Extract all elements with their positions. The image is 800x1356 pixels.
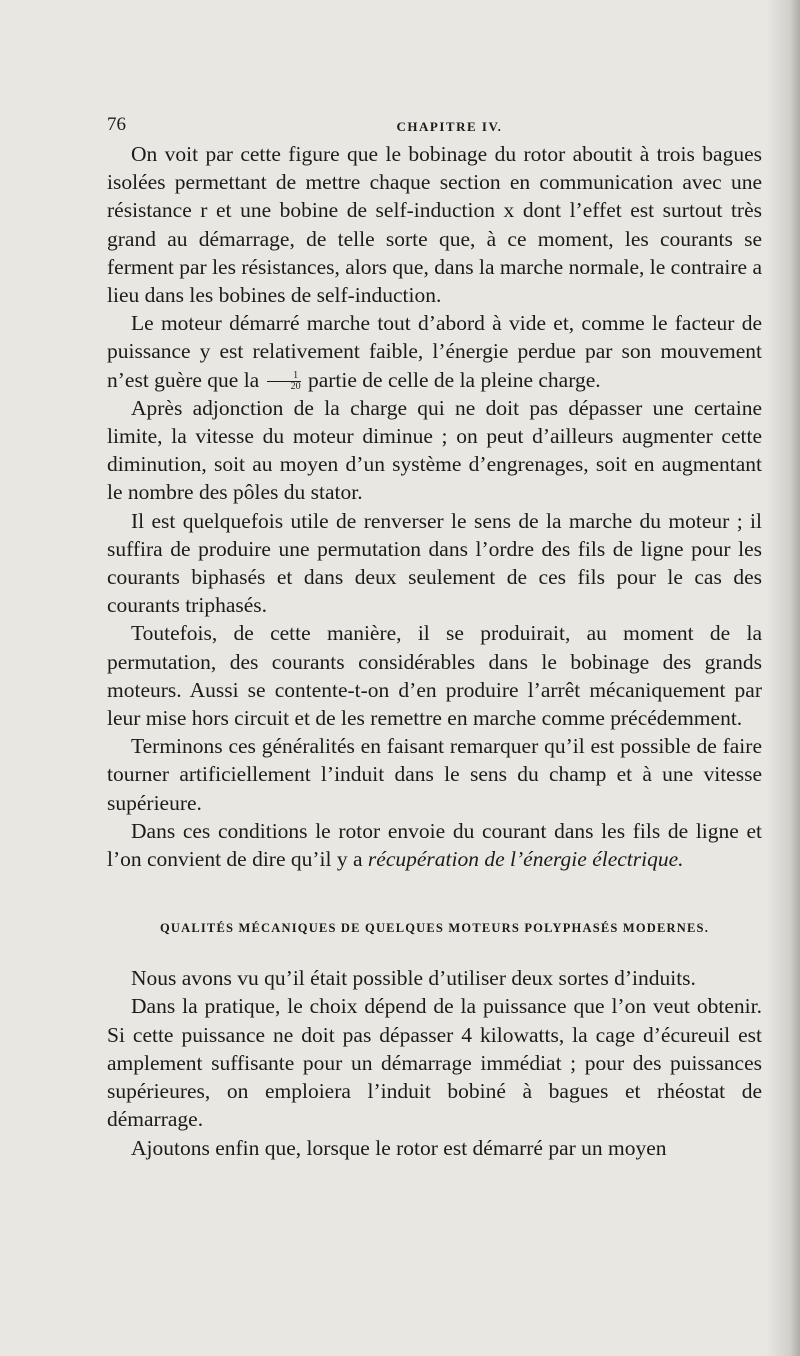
paragraph-permutation: [107, 619, 762, 732]
chapter-title: CHAPITRE IV.: [396, 119, 503, 134]
fraction-numerator: 1: [267, 371, 301, 382]
paragraph-rotor-rings: [107, 140, 762, 309]
fraction-denominator: 20: [290, 381, 301, 393]
running-head: [107, 110, 762, 140]
paragraph-induits: [107, 964, 762, 992]
paragraph-text: Dans la pratique, le choix dépend de la puissance que l’on veut obtenir. Si cette puissance ne doit pas dépasser 4 kilowatts, la cage d’écureuil est amplement suffisante pour un démarrage immédiat ; pour des puissances supérieures, on emploiera l’induit bobiné à bagues et rhéostat de démarrage.: [107, 994, 762, 1132]
paragraph-text: Le moteur démarré marche tout d’abord à vide et, comme le facteur de puissance y est relativement faible, l’énergie perdue par son mouvement n’est guère que la: [107, 311, 762, 392]
paragraph-load: [107, 394, 762, 507]
page-edge-shadow: [766, 0, 800, 1356]
paragraph-reverse: [107, 507, 762, 620]
paragraph-text: Ajoutons enfin que, lorsque le rotor est démarré par un moyen: [131, 1135, 667, 1160]
paragraph-text: Nous avons vu qu’il était possible d’utiliser deux sortes d’induits.: [131, 966, 696, 991]
book-page: [107, 110, 762, 1162]
paragraph-text: Après adjonction de la charge qui ne doit pas dépasser une certaine limite, la vitesse du moteur diminue ; on peut d’ailleurs augmenter cette diminution, soit au moyen d’un système d’engrenages, soit en augmentant le nombre des pôles du stator.: [107, 395, 762, 505]
section-heading: QUALITÉS MÉCANIQUES DE QUELQUES MOTEURS POLYPHASÉS MODERNES.: [159, 921, 710, 936]
page-number: 76: [107, 114, 126, 135]
paragraph-practice: [107, 992, 762, 1133]
paragraph-no-load: [107, 309, 762, 394]
paragraph-recuperation: [107, 817, 762, 873]
italic-term: récupération de l’énergie électrique.: [367, 847, 684, 872]
paragraph-generalities: [107, 732, 762, 817]
paragraph-text: Dans ces conditions le rotor envoie du courant dans les fils de ligne et l’on convient de dire qu’il y a: [107, 818, 762, 872]
fraction: [267, 371, 301, 392]
paragraph-text: Terminons ces généralités en faisant remarquer qu’il est possible de faire tourner artificiellement l’induit dans le sens du champ et à une vitesse supérieure.: [107, 734, 762, 815]
paragraph-text: On voit par cette figure que le bobinage du rotor aboutit à trois bagues isolées permettant de mettre chaque section en communication avec une résistance r et une bobine de self-induction x dont l’effet est surtout très grand au démarrage, de telle sorte que, à ce moment, les courants se ferment par les résistances, alors que, dans la marche normale, le contraire a lieu dans les bobines de self-induction.: [107, 142, 762, 308]
paragraph-text: Il est quelquefois utile de renverser le sens de la marche du moteur ; il suffira de produire une permutation dans l’ordre des fils de ligne pour les courants biphasés et dans deux seulement de ces fils pour le cas des courants triphasés.: [107, 508, 762, 618]
paragraph-text: partie de celle de la pleine charge.: [307, 367, 601, 392]
paragraph-text: Toutefois, de cette manière, il se produirait, au moment de la permutation, des courants considérables dans le bobinage des grands moteurs. Aussi se contente-t-on d’en produire l’arrêt mécaniquement par leur mise hors circuit et de les remettre en marche comme précédemment.: [107, 621, 762, 731]
paragraph-ajoutons: [107, 1134, 762, 1162]
